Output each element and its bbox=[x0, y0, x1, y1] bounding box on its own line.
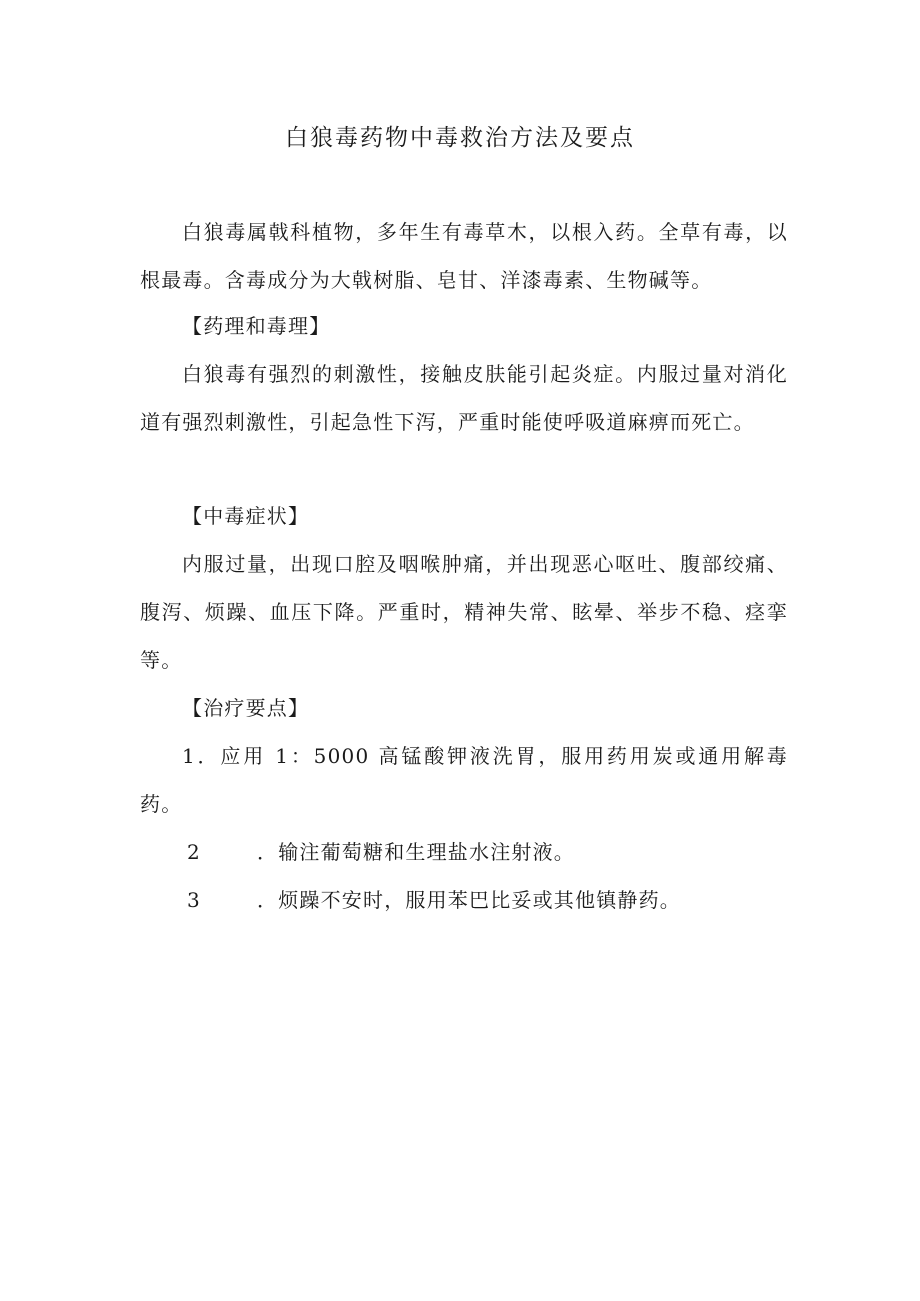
section-treatment bbox=[140, 684, 788, 924]
treatment-item-2-number: 2 bbox=[187, 840, 201, 864]
intro-paragraph: 白狼毒属戟科植物，多年生有毒草木，以根入药。全草有毒，以根最毒。含毒成分为大戟树脂、皂甘、洋漆毒素、生物碱等。 bbox=[140, 220, 788, 292]
section-text-pharmacology: 白狼毒有强烈的刺激性，接触皮肤能引起炎症。内服过量对消化道有强烈刺激性，引起急性下泻，严重时能使呼吸道麻痹而死亡。 bbox=[140, 362, 788, 434]
treatment-item-3 bbox=[140, 876, 788, 924]
treatment-item-2-text: ．输注葡萄糖和生理盐水注射液。 bbox=[257, 840, 575, 864]
document-title: 白狼毒药物中毒救治方法及要点 bbox=[285, 125, 635, 151]
section-symptoms bbox=[140, 492, 788, 684]
intro-block bbox=[140, 208, 788, 304]
section-pharmacology bbox=[140, 302, 788, 446]
section-heading-treatment: 【治疗要点】 bbox=[182, 696, 310, 720]
section-heading-pharmacology: 【药理和毒理】 bbox=[182, 314, 331, 338]
treatment-item-3-text: ．烦躁不安时，服用苯巴比妥或其他镇静药。 bbox=[257, 888, 681, 912]
treatment-item-1: 1．应用 1：5000 高锰酸钾液洗胃，服用药用炭或通用解毒药。 bbox=[140, 744, 788, 816]
section-heading-symptoms: 【中毒症状】 bbox=[182, 504, 310, 528]
treatment-item-2 bbox=[140, 828, 788, 876]
treatment-item-3-number: 3 bbox=[187, 888, 201, 912]
section-text-symptoms: 内服过量，出现口腔及咽喉肿痛，并出现恶心呕吐、腹部绞痛、腹泻、烦躁、血压下降。严重时，精神失常、眩晕、举步不稳、痉挛等。 bbox=[140, 552, 788, 672]
